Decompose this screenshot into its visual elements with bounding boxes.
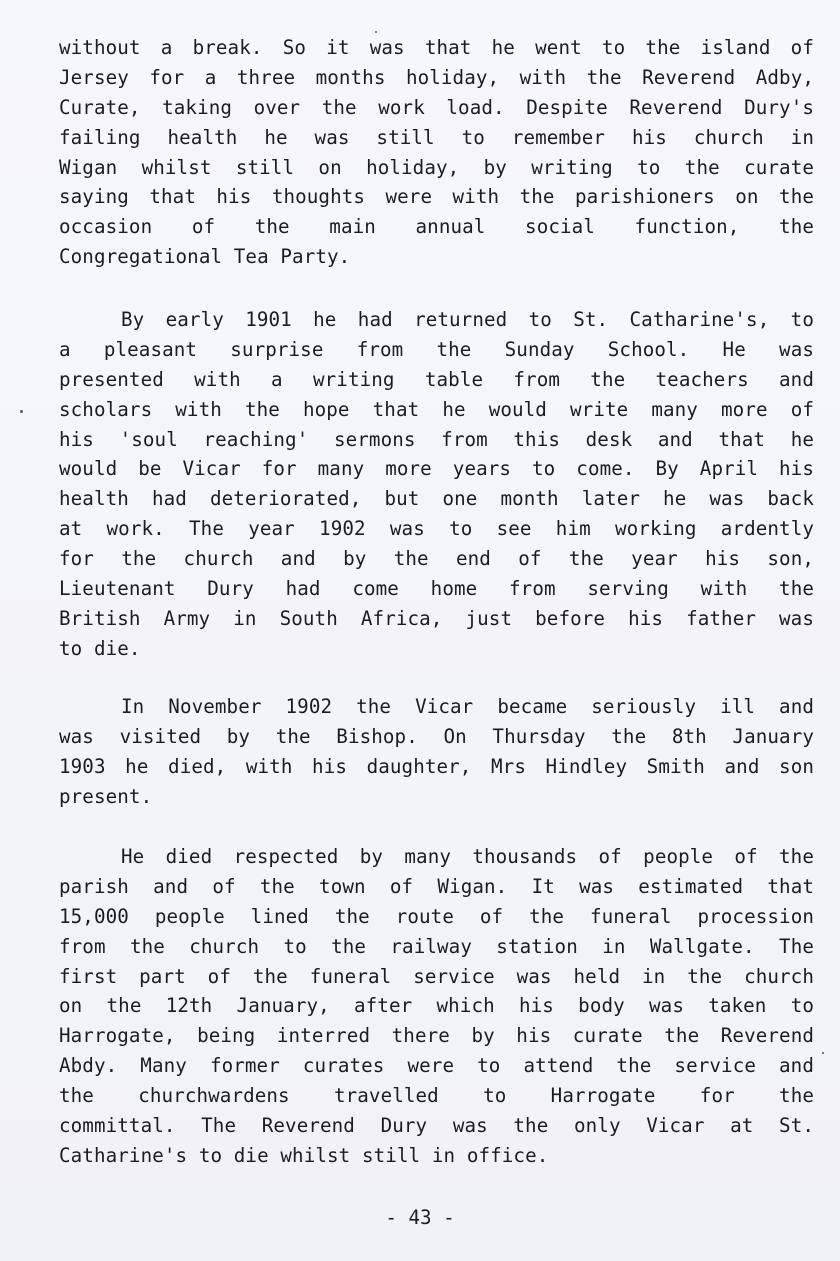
paragraph-funeral [59,842,814,1171]
text-line: Wigan whilst still on holiday, by writing to the curate [59,155,814,179]
text-line: Abdy. Many former curates were to attend the service and [59,1054,814,1078]
text-line: was visited by the Bishop. On Thursday the 8th January [59,724,814,748]
paper-speck [375,31,377,33]
text-line: saying that his thoughts were with the parishioners on the [59,185,814,209]
text-line: Harrogate, being interred there by his curate the Reverend [59,1024,814,1048]
text-line: parish and of the town of Wigan. It was estimated that [59,874,814,898]
text-line: without a break. So it was that he went to the island of [59,36,814,59]
text-line: In November 1902 the Vicar became seriously ill and [121,695,814,718]
text-line: health had deteriorated, but one month later he was back [59,487,814,511]
page-number: - 43 - [385,1206,455,1229]
text-line: Jersey for a three months holiday, with the Reverend Adby, [59,65,814,89]
text-line: By early 1901 he had returned to St. Catharine's, to [121,308,814,331]
paragraph-jersey-holiday [59,33,814,272]
text-line: occasion of the main annual social function, the [59,215,814,239]
paper-speck [20,410,23,413]
text-line: at work. The year 1902 was to see him working ardently [59,517,814,541]
text-line: scholars with the hope that he would write many more of [59,397,814,421]
text-line: committal. The Reverend Dury was the only Vicar at St. [59,1114,814,1138]
text-line: Catharine's to die whilst still in office. [59,1143,549,1167]
text-line: failing health he was still to remember his church in [59,125,814,149]
text-line: his 'soul reaching' sermons from this desk and that he [59,427,814,451]
text-line: present. [59,784,153,808]
text-line: Curate, taking over the work load. Despite Reverend Dury's [59,95,814,119]
text-line: would be Vicar for many more years to come. By April his [59,457,814,481]
text-line: presented with a writing table from the teachers and [59,367,814,391]
paper-speck [822,1052,824,1054]
text-line: Lieutenant Dury had come home from serving with the [59,577,814,601]
text-line: He died respected by many thousands of people of the [121,845,814,868]
text-line: 15,000 people lined the route of the funeral procession [59,904,814,928]
text-line: 1903 he died, with his daughter, Mrs Hindley Smith and son [59,754,814,778]
text-line: from the church to the railway station in Wallgate. The [59,934,814,958]
paragraph-return-1901 [59,305,814,664]
text-line: Congregational Tea Party. [59,245,351,269]
text-line: the churchwardens travelled to Harrogate for the [59,1084,814,1108]
text-line: for the church and by the end of the year his son, [59,547,814,571]
text-line: British Army in South Africa, just before his father was [59,606,814,630]
paragraph-illness-1902 [59,692,814,812]
text-line: first part of the funeral service was held in the church [59,964,814,988]
text-line: a pleasant surprise from the Sunday School. He was [59,337,814,361]
text-line: on the 12th January, after which his body was taken to [59,994,814,1018]
text-line: to die. [59,636,141,660]
